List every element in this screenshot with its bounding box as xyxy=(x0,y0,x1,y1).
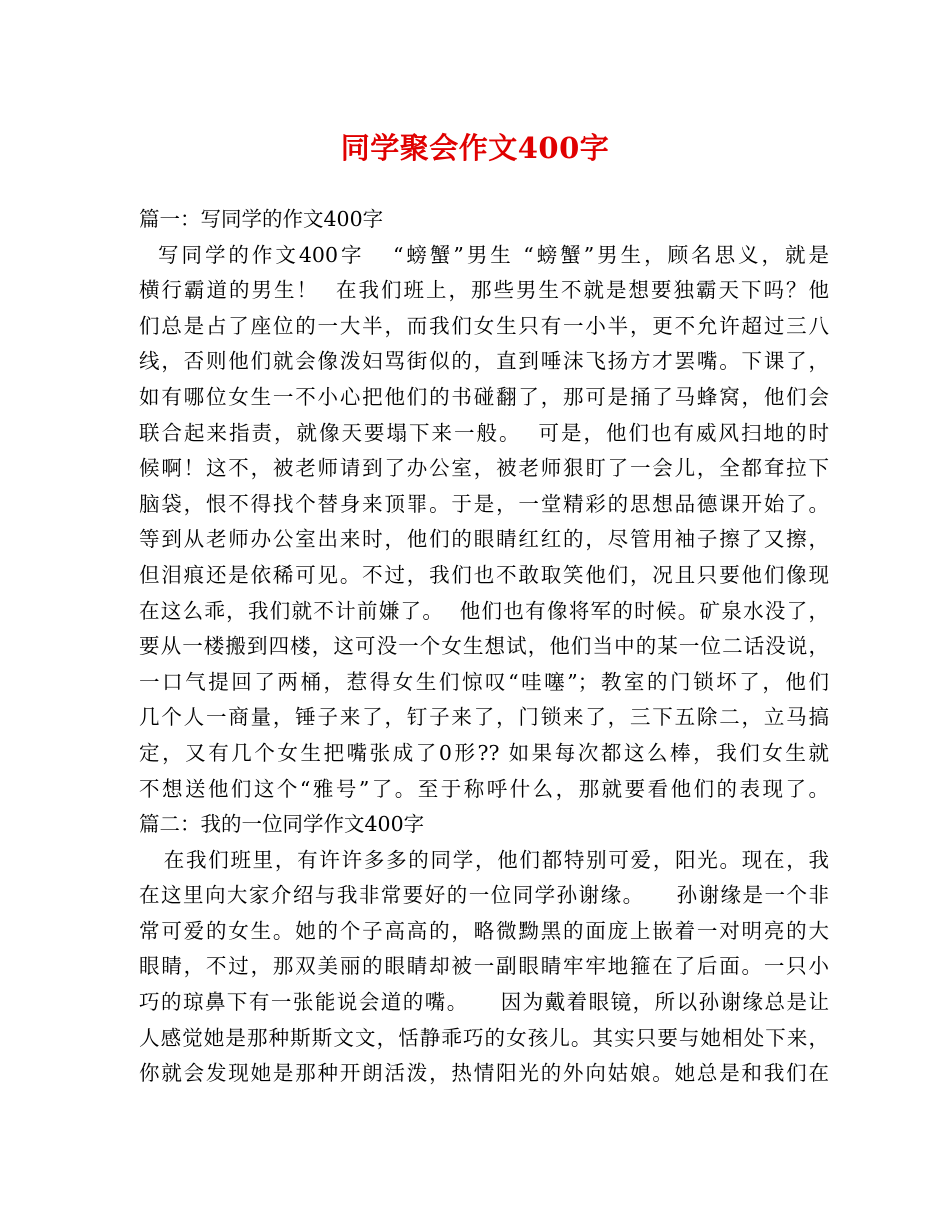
document-title: 同学聚会作文400字 xyxy=(340,131,610,165)
body-line: 写同学的作文400字 “螃蟹”男生 “螃蟹”男生，顾名思义，就是 xyxy=(139,242,829,267)
body-line: 在我们班里，有许许多多的同学，他们都特别可爱，阳光。现在，我 xyxy=(139,847,829,872)
body-line: 在这么乖，我们就不计前嫌了。 他们也有像将军的时候。矿泉水没了， xyxy=(139,598,829,623)
body-line: 要从一楼搬到四楼，这可没一个女生想试，他们当中的某一位二话没说， xyxy=(139,634,829,659)
body-line: 候啊！这不，被老师请到了办公室，被老师狠盯了一会儿，全都耷拉下 xyxy=(139,456,829,481)
body-line: 不想送他们这个“雅号”了。至于称呼什么，那就要看他们的表现了。 xyxy=(139,776,829,801)
document-body xyxy=(139,202,829,1092)
body-line: 眼睛，不过，那双美丽的眼睛却被一副眼睛牢牢地箍在了后面。一只小 xyxy=(139,954,829,979)
body-line: 人感觉她是那种斯斯文文，恬静乖巧的女孩儿。其实只要与她相处下来， xyxy=(139,1025,829,1050)
body-line: 等到从老师办公室出来时，他们的眼睛红红的，尽管用袖子擦了又擦， xyxy=(139,527,829,552)
body-line: 们总是占了座位的一大半，而我们女生只有一小半，更不允许超过三八 xyxy=(139,313,829,338)
body-line: 一口气提回了两桶，惹得女生们惊叹“哇噻”；教室的门锁坏了，他们 xyxy=(139,669,829,694)
body-line: 但泪痕还是依稀可见。不过，我们也不敢取笑他们，况且只要他们像现 xyxy=(139,562,829,587)
body-line: 横行霸道的男生！ 在我们班上，那些男生不就是想要独霸天下吗？他 xyxy=(139,278,829,303)
body-line: 线，否则他们就会像泼妇骂街似的，直到唾沫飞扬方才罢嘴。下课了， xyxy=(139,349,829,374)
section-heading: 篇一：写同学的作文400字 xyxy=(139,207,384,231)
body-line: 如有哪位女生一不小心把他们的书碰翻了，那可是捅了马蜂窝，他们会 xyxy=(139,384,829,409)
section-heading: 篇二：我的一位同学作文400字 xyxy=(139,812,425,837)
body-line: 你就会发现她是那种开朗活泼，热情阳光的外向姑娘。她总是和我们在 xyxy=(139,1061,829,1086)
body-line: 定，又有几个女生把嘴张成了0形?? 如果每次都这么棒，我们女生就 xyxy=(139,740,829,765)
body-line: 常可爱的女生。她的个子高高的，略微黝黑的面庞上嵌着一对明亮的大 xyxy=(139,918,829,943)
body-line: 脑袋，恨不得找个替身来顶罪。于是，一堂精彩的思想品德课开始了。 xyxy=(139,491,829,516)
body-line: 联合起来指责，就像天要塌下来一般。 可是，他们也有威风扫地的时 xyxy=(139,420,829,445)
body-line: 巧的琼鼻下有一张能说会道的嘴。 因为戴着眼镜，所以孙谢缘总是让 xyxy=(139,990,829,1015)
body-line: 在这里向大家介绍与我非常要好的一位同学孙谢缘。 孙谢缘是一个非 xyxy=(139,883,829,908)
body-line: 几个人一商量，锤子来了，钉子来了，门锁来了，三下五除二，立马搞 xyxy=(139,705,829,730)
